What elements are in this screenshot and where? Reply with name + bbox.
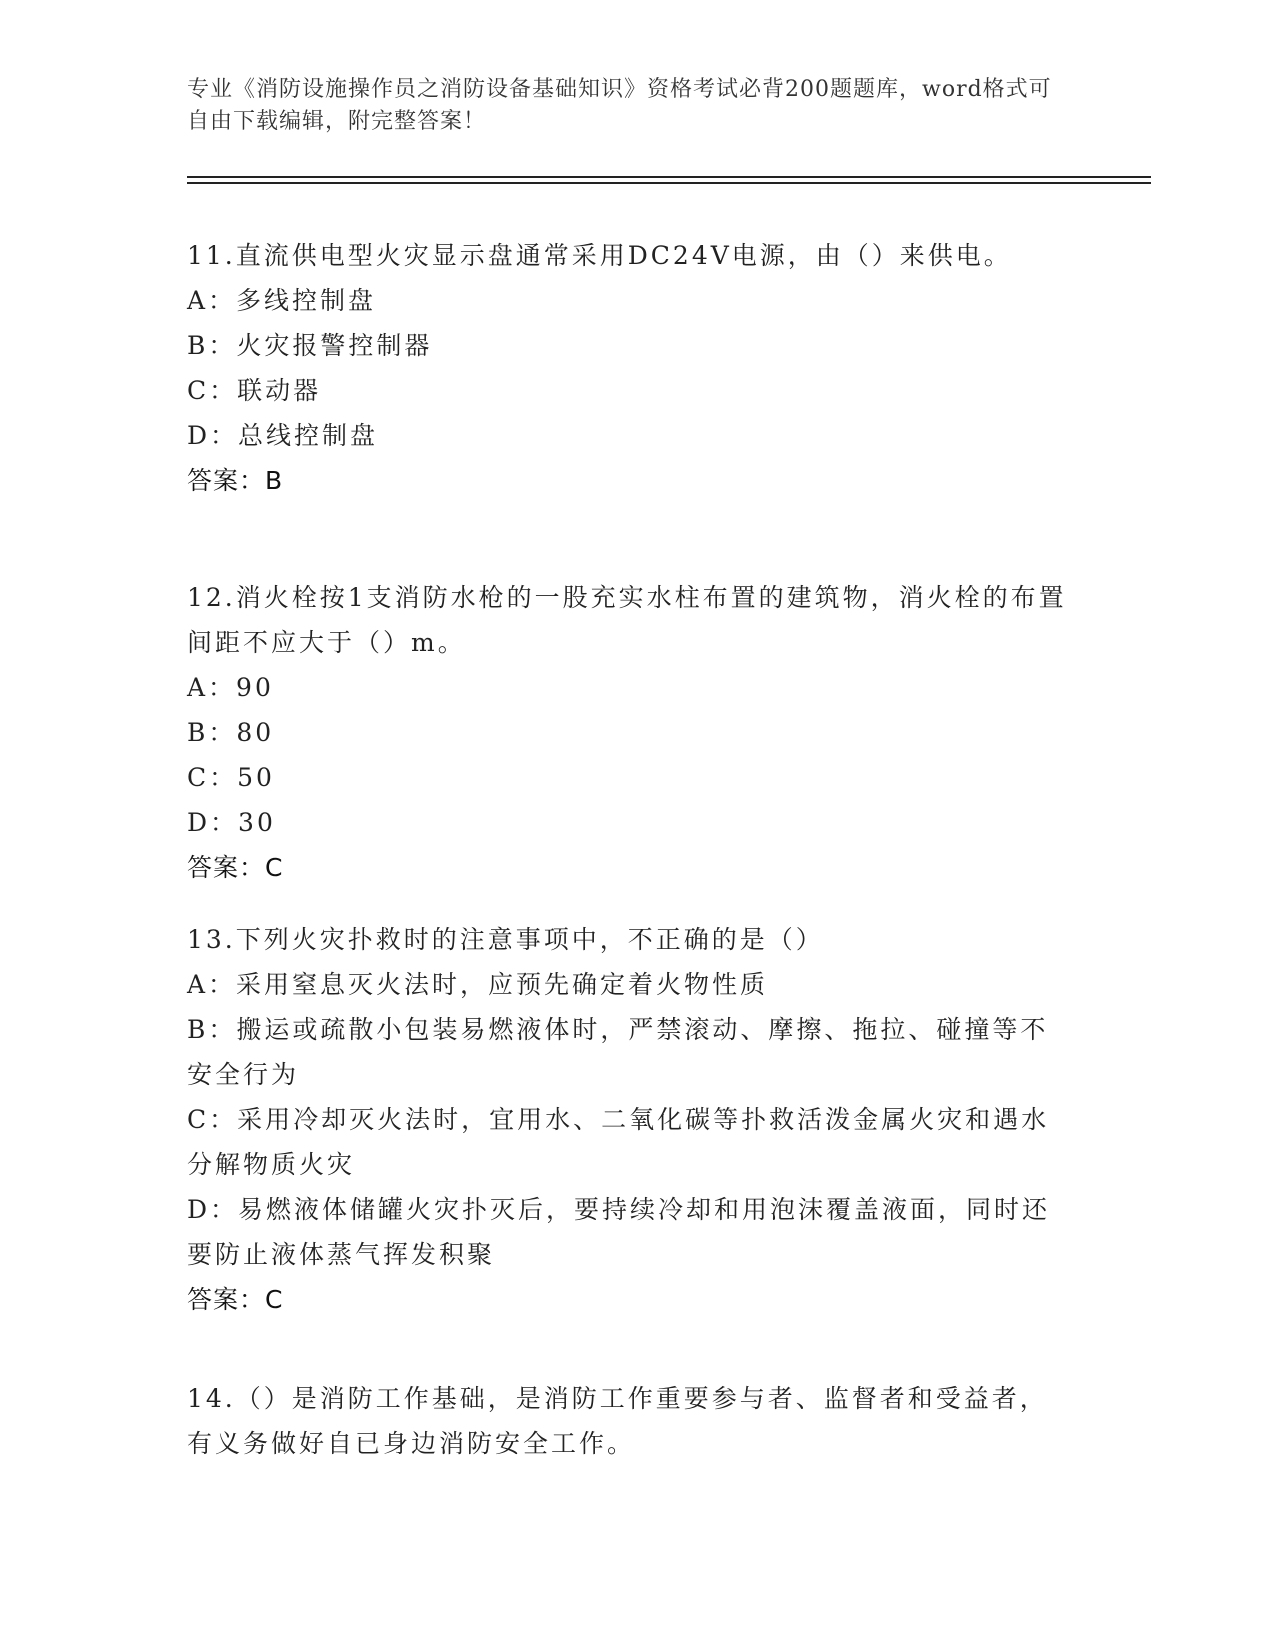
- document-header: 专业《消防设施操作员之消防设备基础知识》资格考试必背200题题库，word格式可自由下载编辑，附完整答案！: [187, 77, 1052, 134]
- option-a: A：多线控制盘: [187, 286, 377, 315]
- question-stem: 12.消火栓按1支消防水枪的一股充实水柱布置的建筑物，消火栓的布置间距不应大于（）m。: [187, 583, 1067, 657]
- header-divider-top: [187, 176, 1151, 178]
- option-b: B：火灾报警控制器: [187, 331, 433, 360]
- question-stem: 14.（）是消防工作基础，是消防工作重要参与者、监督者和受益者，有义务做好自已身边消防安全工作。: [187, 1384, 1048, 1458]
- question-stem: 13.下列火灾扑救时的注意事项中，不正确的是（）: [187, 925, 824, 954]
- option-c: C：50: [187, 763, 275, 792]
- option-a: A：90: [187, 673, 274, 702]
- option-c: C：联动器: [187, 376, 322, 405]
- answer-label: 答案：C: [187, 853, 284, 882]
- question-12: [187, 575, 1067, 891]
- question-14: [187, 1376, 1067, 1466]
- option-b: B：80: [187, 718, 275, 747]
- option-d: D：总线控制盘: [187, 421, 379, 450]
- question-13: [187, 917, 1067, 1323]
- option-d: D：易燃液体储罐火灾扑灭后，要持续冷却和用泡沫覆盖液面，同时还要防止液体蒸气挥发积聚: [187, 1195, 1051, 1269]
- answer-label: 答案：B: [187, 466, 284, 495]
- answer-label: 答案：C: [187, 1285, 284, 1314]
- option-b: B：搬运或疏散小包装易燃液体时，严禁滚动、摩擦、拖拉、碰撞等不安全行为: [187, 1015, 1049, 1089]
- option-c: C：采用冷却灭火法时，宜用水、二氧化碳等扑救活泼金属火灾和遇水分解物质火灾: [187, 1105, 1050, 1179]
- question-stem: 11.直流供电型火灾显示盘通常采用DC24V电源，由（）来供电。: [187, 241, 1012, 270]
- option-d: D：30: [187, 808, 276, 837]
- question-11: [187, 233, 1067, 504]
- option-a: A：采用窒息灭火法时，应预先确定着火物性质: [187, 970, 769, 999]
- header-divider-bottom: [187, 182, 1151, 184]
